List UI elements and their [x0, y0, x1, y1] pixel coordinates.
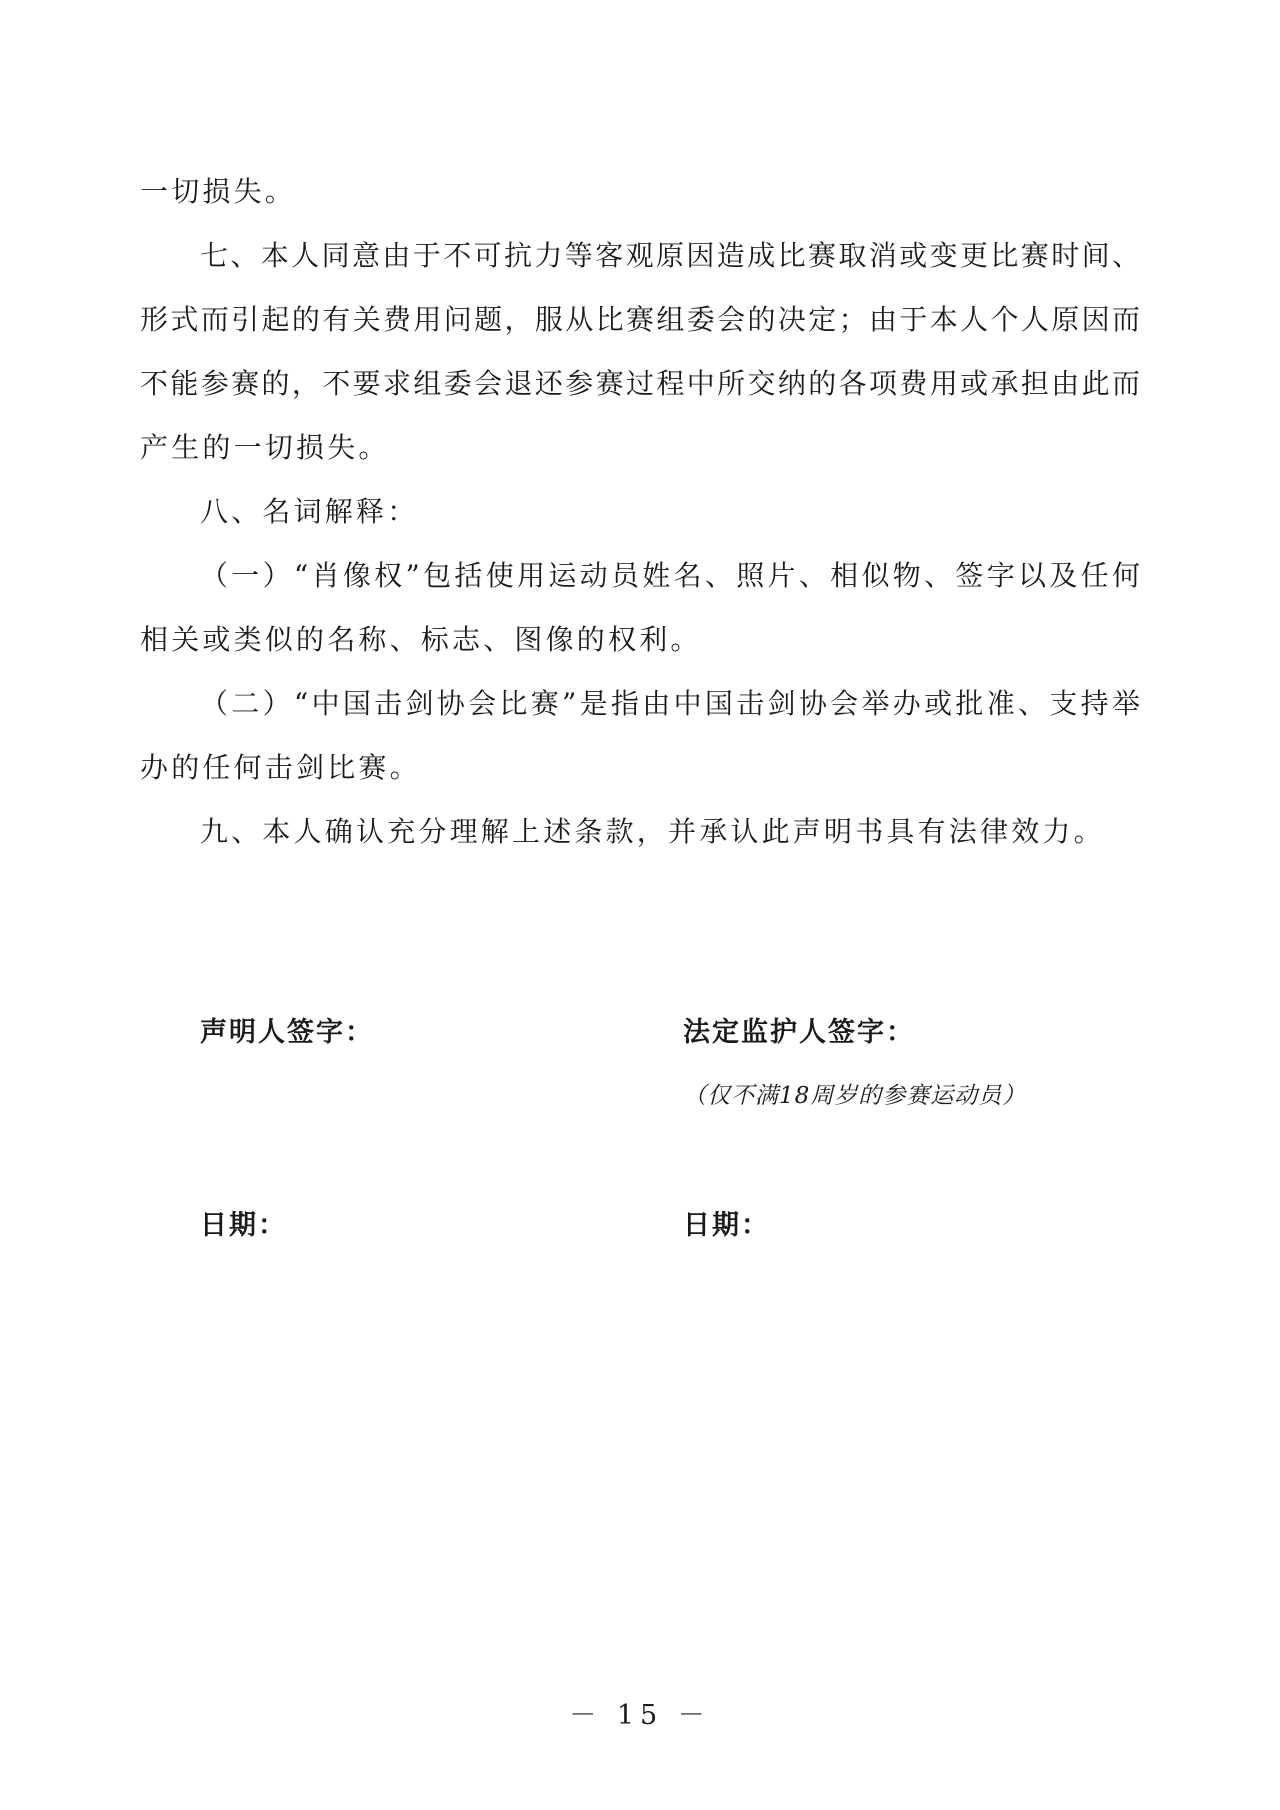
clause-seven-line: 形式而引起的有关费用问题，服从比赛组委会的决定；由于本人个人原因而 — [140, 303, 1140, 336]
definition-two-line: （二）“中国击剑协会比赛”是指由中国击剑协会举办或批准、支持举 — [200, 687, 1140, 720]
date-label-left: 日期： — [200, 1210, 287, 1241]
page-number: － 15 － — [569, 1700, 711, 1731]
guardian-note: （仅不满18周岁的参赛运动员） — [683, 1083, 1027, 1109]
clause-seven-line: 七、本人同意由于不可抗力等客观原因造成比赛取消或变更比赛时间、 — [200, 239, 1140, 272]
definition-one-line: 相关或类似的名称、标志、图像的权利。 — [140, 623, 702, 656]
clause-eight-heading: 八、名词解释： — [200, 495, 419, 528]
date-label-right: 日期： — [683, 1210, 770, 1241]
definition-two-line: 办的任何击剑比赛。 — [140, 751, 421, 784]
declarant-signature-label: 声明人签字： — [200, 1017, 374, 1048]
clause-seven-line: 产生的一切损失。 — [140, 431, 390, 464]
definition-one-line: （一）“肖像权”包括使用运动员姓名、照片、相似物、签字以及任何 — [200, 559, 1140, 592]
guardian-signature-label: 法定监护人签字： — [683, 1017, 915, 1048]
clause-nine-line: 九、本人确认充分理解上述条款，并承认此声明书具有法律效力。 — [200, 815, 1105, 848]
paragraph-line: 一切损失。 — [140, 175, 297, 208]
clause-seven-line: 不能参赛的，不要求组委会退还参赛过程中所交纳的各项费用或承担由此而 — [140, 367, 1140, 400]
